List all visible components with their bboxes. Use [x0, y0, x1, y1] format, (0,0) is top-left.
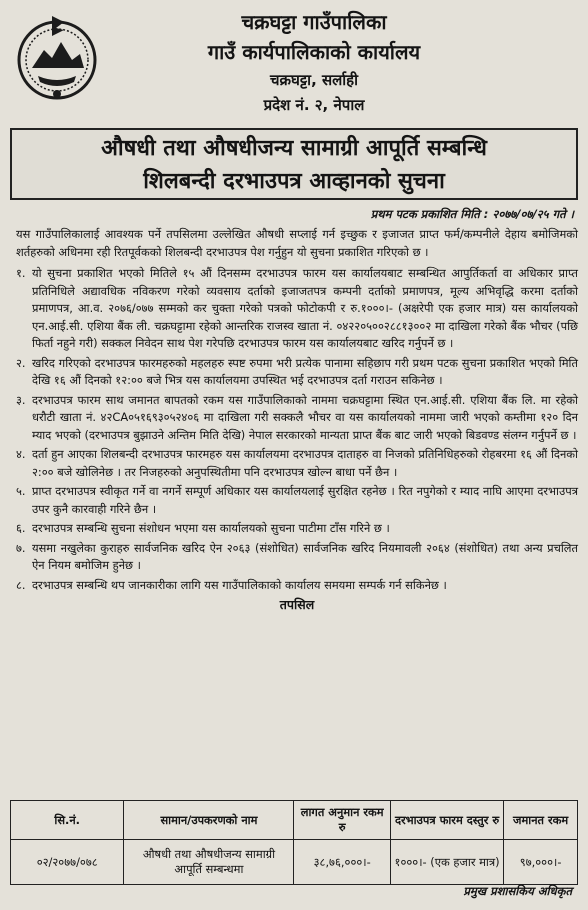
- cell-form-fee: १०००।- (एक हजार मात्र): [390, 840, 503, 885]
- item-number: ४.: [16, 447, 26, 461]
- list-item: [16, 392, 578, 445]
- intro-paragraph: यस गाउँपालिकालाई आवश्यक पर्ने तपसिलमा उल्लेखित औषधी सप्लाई गर्न इच्छुक र इजाजत प्राप्त फर्म/कम्पनीले देहाय बमोजिमको शर्तहरुको अधिनमा रही रितपूर्वकको शिलबन्दी दरभाउपत्र पेश गर्नुहुन यो सुचना प्रकाशित गरिएको छ ।: [16, 227, 578, 259]
- province-line: प्रदेश नं. २, नेपाल: [263, 96, 365, 114]
- item-text: दरभाउपत्र फारम साथ जमानत बापतको रकम यस गाउँपालिकाको नाममा चक्रघट्टामा स्थित एन.आई.सी. एशिया बैंक लि. मा रहेको धरौटी खाता नं. ४२CA०५१६९३०५२४०६ मा दाखिला गरी सक्कलै भौचर वा यस कार्यालयको नाममा जारी भएको कम्तीमा १२० दिन म्याद भएको (दरभाउपत्र बुझाउने अन्तिम मिति देखि) नेपाल सरकारको मान्यता प्राप्त बैंक बाट जारी भएको बिडवण्ड संलग्न गर्नुपर्ने छ ।: [32, 392, 578, 442]
- publish-date: प्रथम पटक प्रकाशित मिति : २०७७/०७/२५ गते ।: [370, 207, 574, 221]
- item-number: ८.: [16, 577, 26, 592]
- item-number: १.: [16, 266, 26, 280]
- notice-body: [16, 226, 578, 616]
- cell-item-name: औषधी तथा औषधीजन्य सामाग्री आपूर्ति सम्बन्धमा: [124, 840, 294, 885]
- list-item: [16, 540, 578, 575]
- item-number: ३.: [16, 392, 26, 407]
- header-cost-estimate: लागत अनुमान रकम रु: [294, 801, 390, 840]
- list-item: [16, 265, 578, 353]
- item-text: यो सुचना प्रकाशित भएको मितिले १५ औं दिनसम्म दरभाउपत्र फारम यस कार्यालयबाट सम्बन्धित आपुर्तिकर्ता वा अधिकार प्राप्त प्रतिनिधिले अद्यावधिक नविकरण गरेको व्यवसाय दर्ताको इजाजतपत्र कम्पनी दर्ताको प्रमाणपत्र, मूल्य अभिवृद्धि करमा दर्ताको प्रमाणपत्र, आ.व. २०७६/०७७ सम्मको कर चुक्ता गरेको पत्रको फोटोकपी र रु.१०००।- (अक्षरेपी एक हजार मात्र) यस कार्यालयको एन.आई.सी. एशिया बैंक ली. चक्रघट्टामा रहेको आन्तरिक राजस्व खाता नं. ०४२२०५००२८८१३००२ मा दाखिला गरेको बैंक भौचर (पछि फिर्ता नहुने गरी) सक्कल निवेदन साथ पेश गरेपछि दरभाउपत्र फारम यस कार्यालयबाट खरिद गर्नुपर्ने छ ।: [32, 266, 578, 350]
- list-item: [16, 446, 578, 481]
- item-text: दरभाउपत्र सम्बन्धि सुचना संशोधन भएमा यस कार्यालयको सुचना पाटीमा टाँस गरिने छ ।: [32, 521, 390, 535]
- list-item: [16, 355, 578, 390]
- list-item: [16, 577, 578, 595]
- notice-title-line1: औषधी तथा औषधीजन्य सामाग्री आपूर्ति सम्बन्धि: [101, 135, 487, 161]
- table-header-row: [11, 801, 578, 840]
- item-text: खरिद गरिएको दरभाउपत्र फारमहरुको महलहरु स्पष्ट रुपमा भरी प्रत्येक पानामा सहिछाप गरी प्रथम पटक सुचना प्रकाशित भएको मिति देखि १६ औं दिनको १२:०० बजे भित्र यस कार्यालयमा उपस्थित भई दरभाउपत्र दर्ता गराउन सकिनेछ ।: [32, 355, 578, 387]
- cell-serial: ०२/२०७७/०७८: [11, 840, 124, 885]
- office-name: गाउँ कार्यपालिकाको कार्यालय: [207, 40, 421, 64]
- item-text: यसमा नखुलेका कुराहरु सार्वजनिक खरिद ऐन २०६३ (संशोधित) सार्वजनिक खरिद नियमावली २०६४ (संशोधित) तथा अन्य प्रचलित ऐन नियम बमोजिम हुनेछ ।: [32, 540, 578, 572]
- item-text: दरभाउपत्र सम्बन्धि थप जानकारीका लागि यस गाउँपालिकाको कार्यालय समयमा सम्पर्क गर्न सकिनेछ ।: [32, 577, 447, 592]
- cell-security-amount: ९७,०००।-: [504, 840, 578, 885]
- letterhead: [0, 0, 588, 122]
- header-item-name: सामान/उपकरणको नाम: [124, 801, 294, 840]
- list-item: [16, 520, 578, 538]
- schedule-table: [10, 800, 578, 885]
- notice-title-banner: [10, 128, 578, 200]
- header-form-fee: दरभाउपत्र फारम दस्तुर रु: [390, 801, 503, 840]
- office-location: चक्रघट्टा, सर्लाही: [269, 71, 359, 89]
- header-serial: सि.नं.: [11, 801, 124, 840]
- schedule-heading: तपसिल: [279, 597, 315, 612]
- municipality-name: चक्रघट्टा गाउँपालिका: [241, 10, 387, 34]
- notice-title-line2: शिलबन्दी दरभाउपत्र आव्हानको सुचना: [143, 168, 445, 194]
- item-number: ७.: [16, 540, 26, 555]
- item-number: २.: [16, 355, 26, 370]
- item-number: ५.: [16, 484, 26, 498]
- list-item: [16, 483, 578, 518]
- cell-cost-estimate: ३८,७६,०००।-: [294, 840, 390, 885]
- table-row: [11, 840, 578, 885]
- item-text: प्राप्त दरभाउपत्र स्वीकृत गर्ने वा नगर्ने सम्पूर्ण अधिकार यस कार्यालयलाई सुरक्षित रहनेछ । रित नपुगेको र म्याद नाघि आएमा दरभाउपत्र उपर कुनै कारवाही गरिने छैन ।: [32, 484, 578, 516]
- signatory-title: प्रमुख प्रशासकिय अधिकृत: [463, 884, 572, 898]
- item-text: दर्ता हुन आएका शिलबन्दी दरभाउपत्र फारमहरु यस कार्यालयमा दरभाउपत्र दाताहरु वा निजको प्रतिनिधिहरुको रोहबरमा १६ औं दिनको २:०० बजे खोलिनेछ । तर निजहरुको अनुपस्थितीमा पनि दरभाउपत्र खोल्न बाधा पर्ने छैन ।: [32, 447, 578, 479]
- header-security-amount: जमानत रकम: [504, 801, 578, 840]
- item-number: ६.: [16, 521, 26, 535]
